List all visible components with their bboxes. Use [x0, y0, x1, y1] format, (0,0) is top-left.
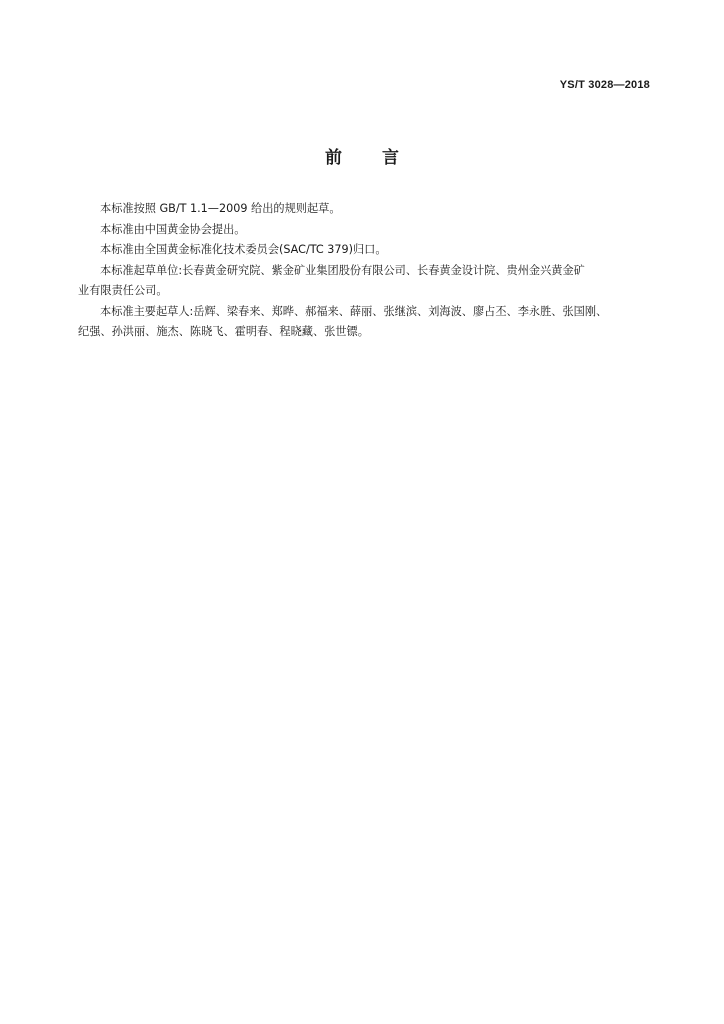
- title-char-2: 言: [382, 148, 399, 168]
- paragraph-drafting-units: [78, 261, 652, 302]
- drafters-line-1: 本标准主要起草人:岳辉、梁春来、郑晔、郝福来、薛丽、张继滨、刘海波、廖占丕、李永胜、张国刚、: [100, 304, 608, 318]
- paragraph-drafting-rules: 本标准按照 GB/T 1.1—2009 给出的规则起草。: [100, 202, 341, 215]
- drafters-line-2: 纪强、孙洪丽、施杰、陈晓飞、霍明春、程晓藏、张世镖。: [78, 325, 369, 338]
- title-char-1: 前: [325, 148, 342, 168]
- foreword-body: [78, 199, 652, 343]
- page-title: [0, 143, 724, 168]
- standard-number: YS/T 3028—2018: [559, 79, 650, 91]
- drafting-units-line-1: 本标准起草单位:长春黄金研究院、紫金矿业集团股份有限公司、长春黄金设计院、贵州金兴黄金矿: [100, 263, 585, 277]
- paragraph-drafters: [78, 302, 652, 343]
- paragraph-administrator: 本标准由全国黄金标准化技术委员会(SAC/TC 379)归口。: [100, 243, 387, 256]
- paragraph-proposer: 本标准由中国黄金协会提出。: [100, 222, 246, 236]
- drafting-units-line-2: 业有限责任公司。: [78, 284, 168, 297]
